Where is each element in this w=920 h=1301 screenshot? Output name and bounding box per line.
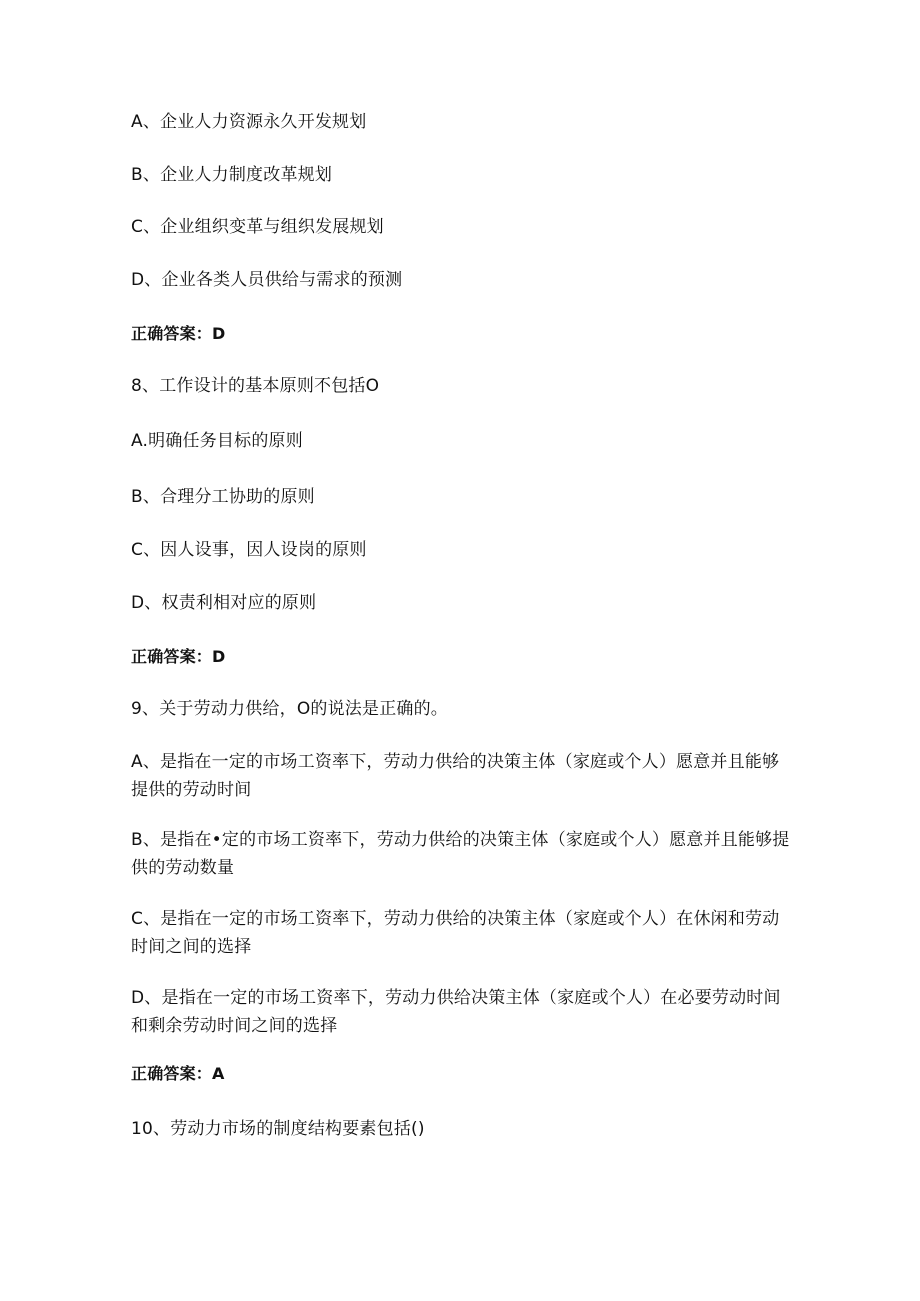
q9-option-a: A、是指在一定的市场工资率下，劳动力供给的决策主体（家庭或个人）愿意并且能够提供的劳动时间 (131, 752, 780, 800)
q8-option-a: A.明确任务目标的原则 (131, 431, 303, 451)
q9-answer: 正确答案：A (131, 1064, 225, 1083)
q8-option-b: B、合理分工协助的原则 (131, 487, 315, 507)
q8-question: 8、工作设计的基本原则不包括O (131, 376, 380, 396)
q8-option-d: D、权责利相对应的原则 (131, 593, 317, 613)
q9-question: 9、关于劳动力供给，O的说法是正确的。 (131, 699, 448, 719)
q9-option-c: C、是指在一定的市场工资率下，劳动力供给的决策主体（家庭或个人）在休闲和劳动时间之间的选择 (131, 909, 780, 957)
q9-option-b: B、是指在•定的市场工资率下，劳动力供给的决策主体（家庭或个人）愿意并且能够提供的劳动数量 (131, 830, 790, 878)
q7-option-d: D、企业各类人员供给与需求的预测 (131, 270, 403, 290)
q10-question: 10、劳动力市场的制度结构要素包括() (131, 1119, 425, 1139)
q7-option-a: A、企业人力资源永久开发规划 (131, 112, 367, 132)
q7-answer: 正确答案：D (131, 324, 226, 343)
q9-option-d: D、是指在一定的市场工资率下，劳动力供给决策主体（家庭或个人）在必要劳动时间和剩余劳动时间之间的选择 (131, 988, 781, 1036)
q8-answer: 正确答案：D (131, 647, 226, 666)
q8-option-c: C、因人设事，因人设岗的原则 (131, 540, 367, 560)
q7-option-b: B、企业人力制度改革规划 (131, 165, 333, 185)
q7-option-c: C、企业组织变革与组织发展规划 (131, 217, 384, 237)
